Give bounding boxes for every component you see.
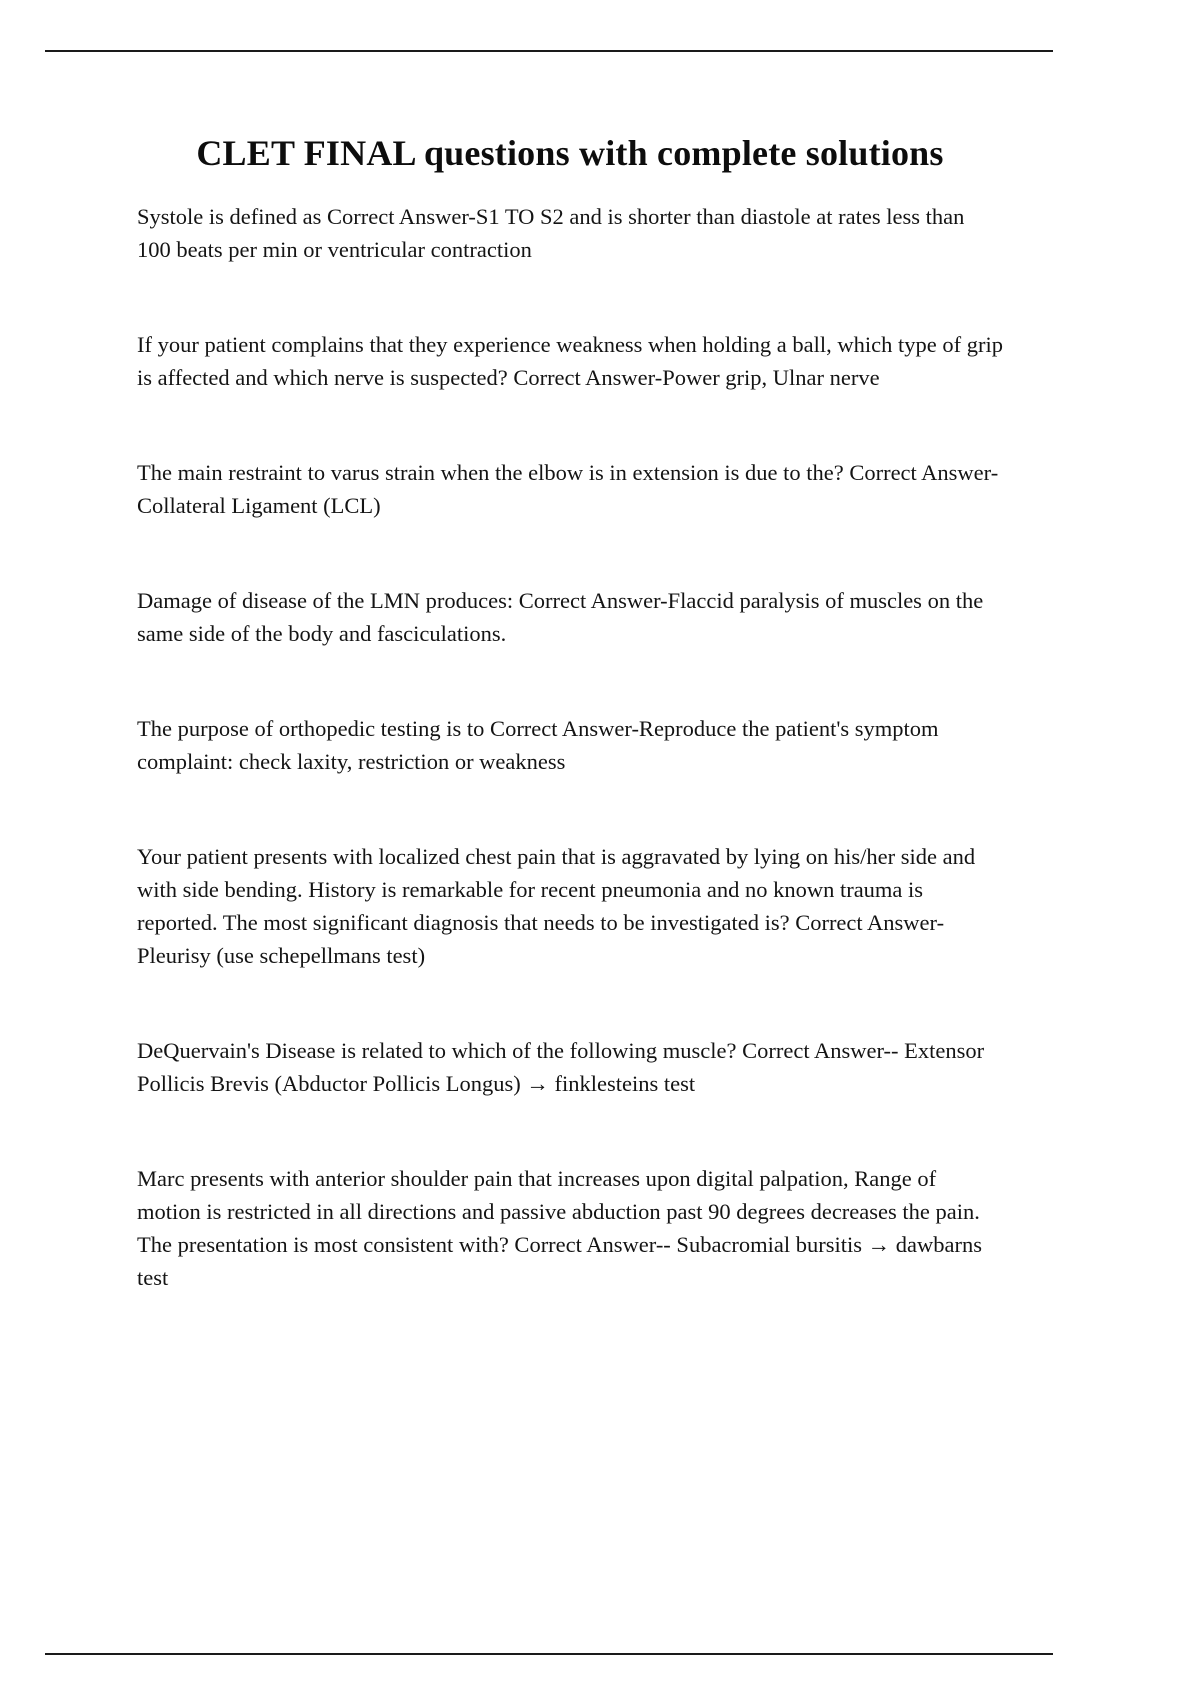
qa-paragraph-8: Marc presents with anterior shoulder pain that increases upon digital palpation, Range of motion is restricted in all directions and passive abduction past 90 degrees decreases the pain. The presentation is most consistent with? Correct Answer-- Subacromial bursitis → dawbarns test — [137, 1166, 983, 1290]
header-rule — [45, 50, 1053, 52]
footer-rule — [45, 1653, 1053, 1655]
qa-paragraph-7: DeQuervain's Disease is related to which of the following muscle? Correct Answer-- Extensor Pollicis Brevis (Abductor Pollicis Longus) → finklesteins test — [137, 1038, 985, 1096]
qa-paragraph-4: Damage of disease of the LMN produces: Correct Answer-Flaccid paralysis of muscles on the same side of the body and fasciculations. — [137, 588, 984, 646]
qa-paragraph-1: Systole is defined as Correct Answer-S1 TO S2 and is shorter than diastole at rates less than 100 beats per min or ventricular contraction — [137, 204, 965, 262]
qa-paragraph-6: Your patient presents with localized chest pain that is aggravated by lying on his/her side and with side bending. History is remarkable for recent pneumonia and no known trauma is reported. The most significant diagnosis that needs to be investigated is? Correct Answer-Pleurisy (use schepellmans test) — [137, 844, 976, 968]
qa-paragraph-3: The main restraint to varus strain when the elbow is in extension is due to the? Correct Answer-Collateral Ligament (LCL) — [137, 460, 999, 518]
document-content — [137, 132, 1003, 1356]
qa-paragraph-2: If your patient complains that they experience weakness when holding a ball, which type of grip is affected and which nerve is suspected? Correct Answer-Power grip, Ulnar nerve — [137, 332, 1003, 390]
qa-paragraph-5: The purpose of orthopedic testing is to Correct Answer-Reproduce the patient's symptom complaint: check laxity, restriction or weakness — [137, 716, 939, 774]
page-title: CLET FINAL questions with complete solutions — [196, 133, 944, 173]
